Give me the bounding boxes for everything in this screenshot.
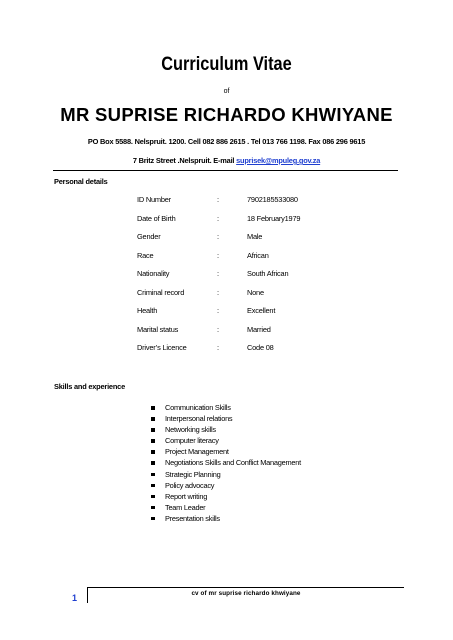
detail-row-nationality: [0, 269, 453, 281]
detail-row-dob: [0, 214, 453, 226]
document-title: Curriculum Vitae: [161, 54, 292, 75]
detail-label: ID Number: [137, 195, 171, 204]
personal-details-heading: Personal details: [54, 177, 108, 186]
list-item: Presentation skills: [151, 513, 301, 524]
bullet-icon: [151, 484, 155, 488]
bullet-icon: [151, 439, 155, 443]
candidate-name: MR SUPRISE RICHARDO KHWIYANE: [60, 104, 393, 125]
bullet-icon: [151, 473, 155, 477]
detail-label: Marital status: [137, 324, 179, 334]
detail-row-health: [0, 306, 453, 318]
bullet-icon: [151, 461, 155, 465]
detail-label: Race: [137, 250, 154, 260]
detail-label: Nationality: [137, 269, 170, 278]
bullet-icon: [151, 506, 155, 510]
detail-separator: :: [217, 306, 219, 315]
detail-value: South African: [247, 269, 289, 278]
list-item: Networking skills: [151, 424, 301, 435]
detail-separator: :: [217, 287, 219, 297]
detail-separator: :: [217, 213, 219, 223]
list-item: Negotiations Skills and Conflict Management: [151, 457, 301, 468]
detail-separator: :: [217, 269, 219, 278]
list-item: Communication Skills: [151, 402, 301, 413]
detail-value: 7902185533080: [247, 195, 298, 204]
detail-row-race: [0, 251, 453, 263]
detail-separator: :: [217, 324, 219, 334]
detail-label: Health: [137, 306, 158, 315]
detail-value: Married: [247, 324, 271, 334]
skills-heading: Skills and experience: [54, 382, 125, 391]
detail-separator: :: [217, 232, 219, 241]
detail-row-gender: [0, 232, 453, 244]
skills-list: [151, 402, 301, 524]
list-item: Policy advocacy: [151, 480, 301, 491]
detail-label: Criminal record: [137, 287, 185, 297]
contact-line-2: [0, 156, 453, 165]
bullet-icon: [151, 450, 155, 454]
address-text: 7 Britz Street .Nelspruit. E-mail: [132, 156, 235, 165]
detail-value: None: [247, 287, 264, 297]
detail-separator: :: [217, 250, 219, 260]
list-item: Strategic Planning: [151, 469, 301, 480]
bullet-icon: [151, 417, 155, 421]
detail-separator: :: [217, 195, 219, 204]
list-item: Interpersonal relations: [151, 413, 301, 424]
detail-row-criminal-record: [0, 288, 453, 300]
detail-separator: :: [217, 343, 219, 352]
bullet-icon: [151, 495, 155, 499]
footer-divider: [88, 587, 404, 588]
detail-label: Date of Birth: [137, 213, 176, 223]
detail-row-id: [0, 195, 453, 207]
detail-value: Excellent: [247, 306, 276, 315]
detail-label: Gender: [137, 232, 161, 241]
detail-row-drivers-licence: [0, 343, 453, 355]
list-item: Computer literacy: [151, 435, 301, 446]
bullet-icon: [151, 517, 155, 521]
list-item: Project Management: [151, 446, 301, 457]
detail-value: African: [247, 250, 269, 260]
contact-line-1: PO Box 5588. Nelspruit. 1200. Cell 082 886 2615 . Tel 013 766 1198. Fax 086 296 9615: [87, 137, 366, 146]
footer-text: cv of mr suprise richardo khwiyane: [191, 590, 301, 597]
detail-row-marital-status: [0, 325, 453, 337]
detail-value: Code 08: [247, 343, 274, 352]
detail-value: 18 February1979: [247, 213, 301, 223]
bullet-icon: [151, 428, 155, 432]
detail-value: Male: [247, 232, 263, 241]
of-text: of: [223, 88, 230, 95]
email-link[interactable]: suprisek@mpuleg.gov.za: [236, 156, 321, 165]
list-item: Report writing: [151, 491, 301, 502]
detail-label: Driver’s Licence: [137, 343, 187, 352]
bullet-icon: [151, 406, 155, 410]
header-divider: [53, 170, 398, 171]
list-item: Team Leader: [151, 502, 301, 513]
page-number: 1: [72, 593, 78, 603]
